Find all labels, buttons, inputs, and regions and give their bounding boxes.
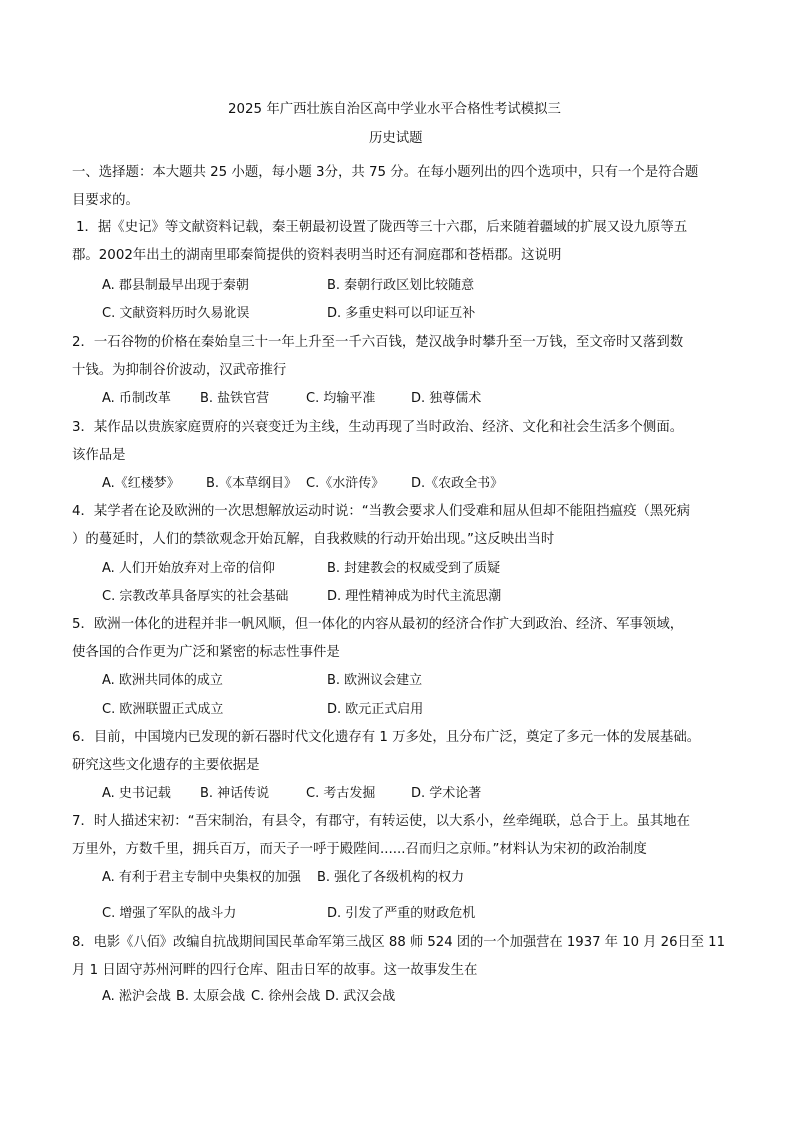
question-7-option-a[interactable]: A. 有利于君主专制中央集权的加强 [102, 870, 301, 885]
question-6-line-1: 6．目前，中国境内已发现的新石器时代文化遗存有 1 万多处，且分布广泛，奠定了多元一体的发展基础。 [72, 730, 701, 745]
question-2-option-d[interactable]: D. 独尊儒术 [411, 391, 482, 406]
question-5-line-2: 使各国的合作更为广泛和紧密的标志性事件是 [72, 645, 340, 660]
question-4-option-c[interactable]: C. 宗教改革具备厚实的社会基础 [102, 589, 289, 604]
question-1-line-1: 1．据《史记》等文献资料记载，秦王朝最初设置了陇西等三十六郡，后来随着疆域的扩展又设九原等五 [76, 220, 688, 235]
question-6-option-c[interactable]: C. 考古发掘 [306, 786, 376, 801]
question-7-option-b[interactable]: B. 强化了各级机构的权力 [317, 870, 465, 885]
question-2-line-2: 十钱。为抑制谷价波动，汉武帝推行 [72, 363, 287, 378]
question-8-option-b[interactable]: B. 太原会战 [176, 989, 246, 1004]
question-6-option-d[interactable]: D. 学术论著 [411, 786, 482, 801]
question-1-option-a[interactable]: A. 郡县制最早出现于秦朝 [102, 278, 249, 293]
exam-title: 2025 年广西壮族自治区高中学业水平合格性考试模拟三 [228, 102, 561, 117]
question-3-line-1: 3．某作品以贵族家庭贾府的兴衰变迁为主线，生动再现了当时政治、经济、文化和社会生活多个侧面。 [72, 420, 684, 435]
question-8-option-c[interactable]: C. 徐州会战 [251, 989, 321, 1004]
section-instruction-line-1: 一、选择题：本大题共 25 小题，每小题 3分，共 75 分。在每小题列出的四个选项中，只有一个是符合题 [72, 165, 699, 180]
question-3-option-c[interactable]: C.《水浒传》 [306, 476, 385, 491]
question-5-option-d[interactable]: D. 欧元正式启用 [327, 702, 424, 717]
question-2-option-c[interactable]: C. 均输平准 [306, 391, 376, 406]
question-5-option-a[interactable]: A. 欧洲共同体的成立 [102, 673, 223, 688]
question-3-option-b[interactable]: B.《本草纲目》 [206, 476, 298, 491]
question-2-option-a[interactable]: A. 币制改革 [102, 391, 171, 406]
question-1-line-2: 郡。2002年出土的湖南里耶秦简提供的资料表明当时还有洞庭郡和苍梧郡。这说明 [72, 248, 562, 263]
question-1-option-c[interactable]: C. 文献资料历时久易讹误 [102, 306, 250, 321]
question-7-line-2: 万里外，方数千里，拥兵百万，而天子一呼于殿陛间......召而归之京师。”材料认为宋初的政治制度 [72, 842, 647, 857]
question-4-option-a[interactable]: A. 人们开始放弃对上帝的信仰 [102, 561, 275, 576]
question-6-line-2: 研究这些文化遗存的主要依据是 [72, 758, 260, 773]
question-7-line-1: 7．时人描述宋初：“吾宋制治，有县令，有郡守，有转运使，以大系小，丝牵绳联，总合于上。虽其地在 [72, 814, 691, 829]
question-8-option-d[interactable]: D. 武汉会战 [325, 989, 396, 1004]
question-4-line-1: 4．某学者在论及欧洲的一次思想解放运动时说：“当教会要求人们受难和屈从但却不能阻挡瘟疫（黑死病 [72, 504, 691, 519]
question-5-line-1: 5．欧洲一体化的进程并非一帆风顺，但一体化的内容从最初的经济合作扩大到政治、经济、军事领域， [72, 617, 684, 632]
question-6-option-a[interactable]: A. 史书记载 [102, 786, 171, 801]
question-3-option-d[interactable]: D.《农政全书》 [411, 476, 504, 491]
question-3-option-a[interactable]: A.《红楼梦》 [102, 476, 180, 491]
question-4-line-2: ）的蔓延时，人们的禁欲观念开始瓦解，自我救赎的行动开始出现。”这反映出当时 [72, 532, 555, 547]
question-7-option-d[interactable]: D. 引发了严重的财政危机 [327, 906, 476, 921]
question-5-option-c[interactable]: C. 欧洲联盟正式成立 [102, 702, 224, 717]
exam-subtitle: 历史试题 [369, 131, 423, 146]
question-2-option-b[interactable]: B. 盐铁官营 [200, 391, 270, 406]
question-2-line-1: 2．一石谷物的价格在秦始皇三十一年上升至一千六百钱，楚汉战争时攀升至一万钱，至文帝时又落到数 [72, 335, 684, 350]
question-1-option-b[interactable]: B. 秦朝行政区划比较随意 [327, 278, 475, 293]
question-7-option-c[interactable]: C. 增强了军队的战斗力 [102, 906, 237, 921]
question-8-line-1: 8．电影《八佰》改编自抗战期间国民革命军第三战区 88 师 524 团的一个加强营在 1937 年 10 月 26日至 11 [72, 935, 726, 950]
question-3-line-2: 该作品是 [72, 448, 126, 463]
section-instruction-line-2: 目要求的。 [72, 193, 139, 208]
question-1-option-d[interactable]: D. 多重史料可以印证互补 [327, 306, 476, 321]
question-4-option-d[interactable]: D. 理性精神成为时代主流思潮 [327, 589, 502, 604]
question-8-option-a[interactable]: A. 淞沪会战 [102, 989, 171, 1004]
question-4-option-b[interactable]: B. 封建教会的权威受到了质疑 [327, 561, 501, 576]
question-8-line-2: 月 1 日固守苏州河畔的四行仓库、阻击日军的故事。这一故事发生在 [72, 963, 478, 978]
question-6-option-b[interactable]: B. 神话传说 [200, 786, 270, 801]
question-5-option-b[interactable]: B. 欧洲议会建立 [327, 673, 423, 688]
